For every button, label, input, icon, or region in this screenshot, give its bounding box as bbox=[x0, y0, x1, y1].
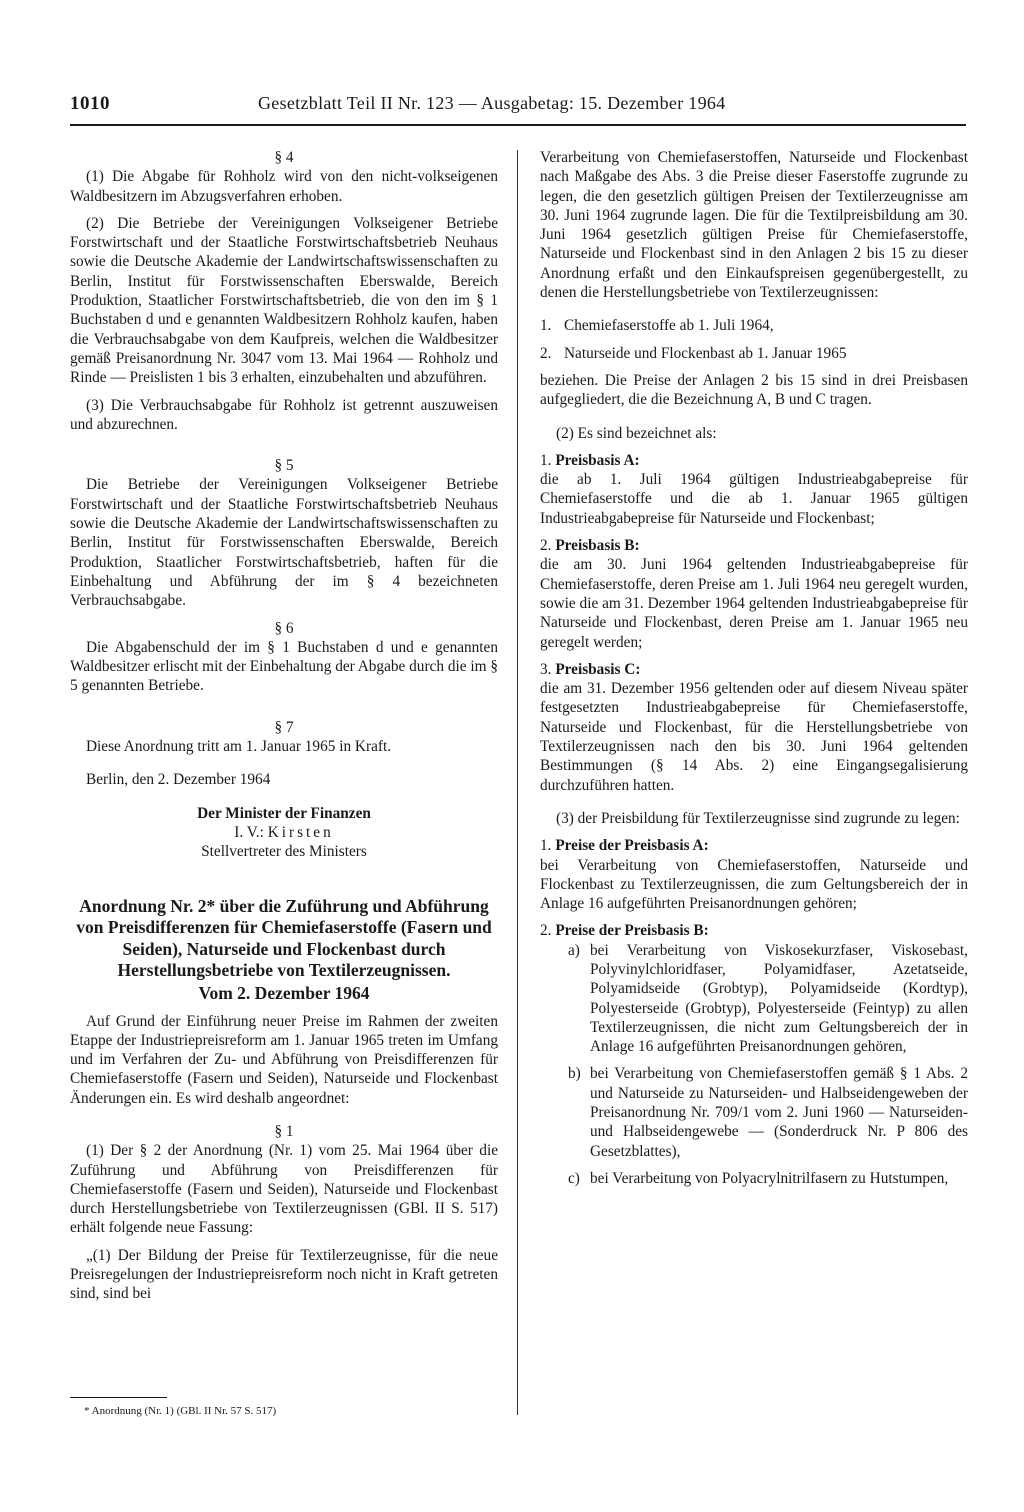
paragraph: Die Abgabenschuld der im § 1 Buchstaben d und e genannten Waldbesitzer erlischt mit der Einbehaltung der Abgabe durch die im § 5 genannten Betriebe. bbox=[70, 638, 498, 695]
list-number: 1. bbox=[540, 451, 552, 469]
place-date: Berlin, den 2. Dezember 1964 bbox=[86, 771, 271, 789]
list-heading bbox=[540, 921, 968, 940]
section-heading: § 4 bbox=[274, 149, 294, 166]
quoted-paragraph: „(1) Der Bildung der Preise für Textilerzeugnisse, für die neue Preisregelungen der Industriepreisreform noch nicht in Kraft getreten sind, sind bei bbox=[70, 1246, 498, 1303]
list-number: 2. bbox=[540, 537, 552, 555]
list-number: 2. bbox=[540, 922, 552, 940]
signature-name: Kirsten bbox=[267, 823, 334, 841]
section-heading: § 1 bbox=[274, 1122, 294, 1140]
sub-item bbox=[568, 1169, 968, 1188]
sub-letter: b) bbox=[568, 1065, 581, 1083]
left-column bbox=[70, 148, 498, 1304]
sub-text: bei Verarbeitung von Polyacrylnitrilfasern zu Hutstumpen, bbox=[590, 1169, 949, 1187]
list-body: die am 31. Dezember 1956 geltenden oder auf diesem Niveau später festgesetzten Industrieabgabepreise für Chemiefaserstoffe, Naturseide und Flockenbast, für die Herstellungsbetriebe von Textilerzeugnissen nach den bis 30. Juni 1964 geltenden Bestimmungen (§ 14 Abs. 2) eine Eingangsegalisierung durchzuführen hatten. bbox=[540, 680, 968, 794]
list-text: Naturseide und Flockenbast ab 1. Januar 1965 bbox=[564, 344, 847, 362]
paragraph: (3) der Preisbildung für Textilerzeugnisse sind zugrunde zu legen: bbox=[556, 809, 960, 827]
signature-title: Der Minister der Finanzen bbox=[197, 804, 371, 822]
ordinance-title: Anordnung Nr. 2* über die Zuführung und Abführung von Preisdifferenzen für Chemiefaserstoffe (Fasern und Seiden), Naturseide und Flockenbast durch Herstellungsbetriebe von Textilerzeugnissen. bbox=[76, 895, 492, 980]
paragraph: (1) Die Abgabe für Rohholz wird von den nicht-volkseigenen Waldbesitzern im Abzugsverfahren erhoben. bbox=[70, 168, 498, 205]
list-body: die am 30. Juni 1964 geltenden Industrieabgabepreise für Chemiefaserstoffe, deren Preise am 1. Juli 1964 neu geregelt wurden, sowie die am 31. Dezember 1964 geltenden Industrieabgabepreise für Naturseide und Flockenbast, deren Preise am 1. Januar 1965 neu geregelt werden; bbox=[540, 556, 968, 651]
running-header: Gesetzblatt Teil II Nr. 123 — Ausgabetag: 15. Dezember 1964 bbox=[258, 93, 726, 113]
paragraph: Die Betriebe der Vereinigungen Volkseigener Betriebe Forstwirtschaft und der Staatliche Forstwirtschaftsbetrieb Neuhaus sowie die Deutsche Akademie der Landwirtschaftswissenschaften zu Berlin, Institut für Forstwissenschaften Eberswalde, Bereich Produktion, Staatlicher Forstwirtschaftsbetrieb, haften für die Einbehaltung und Abführung der im § 4 bezeichneten Verbrauchsabgabe. bbox=[70, 476, 498, 610]
sub-text: bei Verarbeitung von Chemiefaserstoffen gemäß § 1 Abs. 2 und Naturseide zu Naturseiden- und Halbseidengeweben der Preisanordnung Nr. 709/1 vom 2. Juni 1960 — Naturseiden- und Halbseidengewebe — (Sonderdruck Nr. P 806 des Gesetzblattes), bbox=[590, 1065, 968, 1160]
list-number: 1. bbox=[540, 837, 552, 855]
paragraph: (2) Es sind bezeichnet als: bbox=[556, 424, 717, 442]
paragraph: beziehen. Die Preise der Anlagen 2 bis 15 sind in drei Preisbasen aufgegliedert, die die Bezeichnung A, B und C tragen. bbox=[540, 371, 968, 409]
list-heading-text: Preisbasis B: bbox=[555, 537, 640, 555]
list-body: bei Verarbeitung von Chemiefaserstoffen, Naturseide und Flockenbast zu Textilerzeugnissen, die zum Geltungsbereich der in Anlage 16 aufgeführten Preisanordnungen gehören; bbox=[540, 856, 968, 913]
list-number: 2. bbox=[540, 344, 552, 362]
paragraph: (2) Die Betriebe der Vereinigungen Volkseigener Betriebe Forstwirtschaft und der Staatliche Forstwirtschaftsbetrieb Neuhaus sowie die Deutsche Akademie der Landwirtschaftswissenschaften zu Berlin, Institut für Forstwissenschaften Eberswalde, Bereich Produktion, Staatlicher Forstwirtschaftsbetrieb, die von den im § 1 Buchstaben d und e genannten Waldbesitzern Rohholz kaufen, haben die Verbrauchsabgabe von dem Kaufpreis, welchen die Waldbesitzer gemäß Preisanordnung Nr. 3047 vom 13. Mai 1964 — Rohholz und Rinde — Preislisten 1 bis 3 erhalten, einzubehalten und abzuführen. bbox=[70, 214, 498, 387]
header-rule bbox=[70, 124, 966, 126]
list-heading bbox=[540, 451, 968, 470]
list-item bbox=[540, 316, 968, 335]
paragraph: (3) Die Verbrauchsabgabe für Rohholz ist getrennt auszuweisen und abzurechnen. bbox=[70, 396, 498, 433]
paragraph: Auf Grund der Einführung neuer Preise im Rahmen der zweiten Etappe der Industriepreisreform am 1. Januar 1965 treten im Umfang und im Verfahren der Zu- und Abführung von Preisdifferenzen für Chemiefaserstoffe (Fasern und Seiden), Naturseide und Flockenbast Änderungen ein. Es wird deshalb angeordnet: bbox=[70, 1012, 498, 1107]
list-number: 3. bbox=[540, 660, 552, 678]
list-heading bbox=[540, 836, 968, 855]
signature-line bbox=[70, 823, 498, 842]
section-heading: § 6 bbox=[274, 619, 294, 637]
sub-letter: c) bbox=[568, 1169, 580, 1187]
list-number: 1. bbox=[540, 317, 552, 335]
right-column bbox=[540, 148, 968, 1188]
list-heading-text: Preise der Preisbasis A: bbox=[555, 837, 709, 855]
list-heading bbox=[540, 660, 968, 679]
sub-letter: a) bbox=[568, 941, 580, 959]
list-item bbox=[540, 344, 968, 363]
list-heading-text: Preise der Preisbasis B: bbox=[555, 922, 709, 940]
sub-item bbox=[568, 1064, 968, 1160]
paragraph: (1) Der § 2 der Anordnung (Nr. 1) vom 25. Mai 1964 über die Zuführung und Abführung von Preisdifferenzen für Chemiefaserstoffe (Fasern und Seiden), Naturseide und Flockenbast durch Herstellungsbetriebe von Textilerzeugnissen (GBl. II S. 517) erhält folgende neue Fassung: bbox=[70, 1142, 498, 1237]
list-text: Chemiefaserstoffe ab 1. Juli 1964, bbox=[564, 317, 774, 335]
list-heading-text: Preisbasis A: bbox=[555, 451, 640, 469]
signature-iv: I. V.: bbox=[234, 823, 264, 841]
sub-text: bei Verarbeitung von Viskosekurzfaser, Viskosebast, Polyvinylchloridfaser, Polyamidfaser, Azetatseide, Polyamidseide (Grobtyp), Polyamidseide (Kordtyp), Polyesterseide (Grobtyp), Polyesterseide (Feintyp) zu allen Textilerzeugnissen, die nicht zum Geltungsbereich der in Anlage 16 aufgeführten Preisanordnungen gehören, bbox=[590, 941, 968, 1056]
section-heading: § 5 bbox=[274, 457, 294, 475]
list-heading-text: Preisbasis C: bbox=[555, 660, 641, 678]
signature-role: Stellvertreter des Ministers bbox=[201, 843, 367, 861]
paragraph: Verarbeitung von Chemiefaserstoffen, Naturseide und Flockenbast nach Maßgabe des Abs. 3 die Preise dieser Faserstoffe zugrunde zu legen, die den gesetzlich gültigen Preisen der Textilerzeugnisse am 30. Juni 1964 zugrunde lagen. Die für die Textilpreisbildung am 30. Juni 1964 gesetzlich gültigen Preise für Chemiefaserstoffe, Naturseide und Flockenbast sind in den Anlagen 2 bis 15 zu dieser Anordnung erfaßt und den Einkaufspreisen gegenübergestellt, zu denen die Herstellungsbetriebe von Textilerzeugnissen: bbox=[540, 149, 968, 302]
ordinance-date: Vom 2. Dezember 1964 bbox=[198, 982, 370, 1003]
footnote: * Anordnung (Nr. 1) (GBl. II Nr. 57 S. 517) bbox=[84, 1405, 277, 1417]
page-number: 1010 bbox=[70, 93, 110, 114]
footnote-rule bbox=[70, 1397, 167, 1398]
paragraph: Diese Anordnung tritt am 1. Januar 1965 in Kraft. bbox=[86, 738, 392, 756]
sub-item bbox=[568, 941, 968, 1057]
list-heading bbox=[540, 536, 968, 555]
section-heading: § 7 bbox=[274, 718, 294, 736]
list-body: die ab 1. Juli 1964 gültigen Industrieabgabepreise für Chemiefaserstoffe und die ab 1. Januar 1965 gültigen Industrieabgabepreise für Naturseide und Flockenbast; bbox=[540, 471, 968, 527]
column-separator bbox=[517, 150, 518, 1415]
